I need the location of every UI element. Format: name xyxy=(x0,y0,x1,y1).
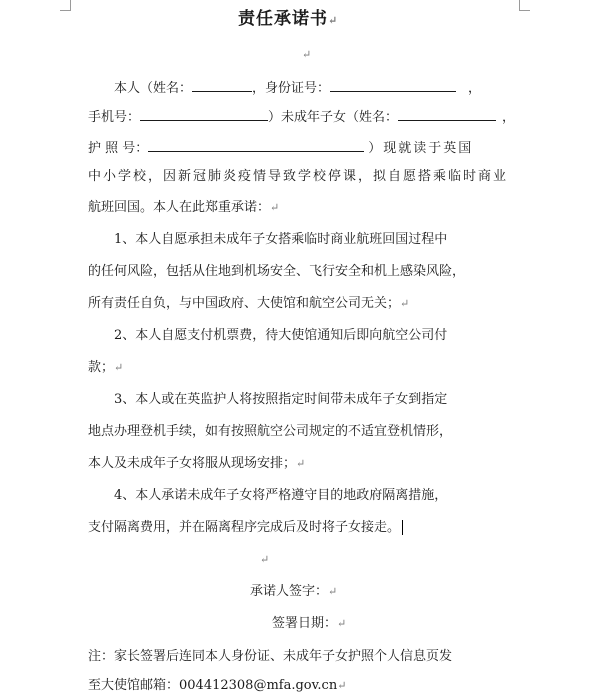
paragraph-mark: ↵ xyxy=(337,617,347,630)
line-passport: 护 照 号： ）现就读于英国 xyxy=(88,137,473,158)
paragraph-mark: ↵ xyxy=(270,201,280,214)
item-line: 2、本人自愿支付机票费，待大使馆通知后即向航空公司付 xyxy=(114,328,448,343)
paragraph-mark: ↵ xyxy=(328,585,338,598)
note-line: 至大使馆邮箱：004412308@mfa.gov.cn↵ xyxy=(88,678,347,693)
item-line: 款；↵ xyxy=(88,360,124,375)
body-line: 航班回国。本人在此郑重承诺：↵ xyxy=(88,200,280,215)
note-line: 注：家长签署后连同本人身份证、未成年子女护照个人信息页发 xyxy=(88,649,453,664)
paragraph-mark: ↵ xyxy=(337,679,347,692)
margin-corner-left xyxy=(60,0,71,11)
paragraph-mark: ↵ xyxy=(114,361,124,374)
passport-blank[interactable] xyxy=(148,137,364,152)
line-phone-child: 手机号： ）未成年子女（姓名： ， xyxy=(88,106,515,127)
margin-corner-right xyxy=(519,0,530,11)
paragraph-mark: ↵ xyxy=(400,297,410,310)
item-line: 3、本人或在英监护人将按照指定时间带未成年子女到指定 xyxy=(114,392,448,407)
item-line: 4、本人承诺未成年子女将严格遵守目的地政府隔离措施， xyxy=(114,488,448,503)
child-name-blank[interactable] xyxy=(398,106,496,121)
text-cursor xyxy=(402,520,403,535)
id-number-blank[interactable] xyxy=(330,77,456,92)
paragraph-mark: ↵ xyxy=(296,457,306,470)
phone-blank[interactable] xyxy=(140,106,268,121)
item-line: 地点办理登机手续，如有按照航空公司规定的不适宜登机情形， xyxy=(88,424,453,439)
item-line: 的任何风险，包括从住地到机场安全、飞行安全和机上感染风险， xyxy=(88,264,466,279)
paragraph-mark: ↵ xyxy=(302,48,312,61)
line-name-id: 本人（姓名： ，身份证号： ， xyxy=(114,77,481,98)
document-title: 责任承诺书↵ xyxy=(238,9,339,29)
signature-line: 承诺人签字：↵ xyxy=(250,584,338,599)
body-line: 中小学校，因新冠肺炎疫情导致学校停课，拟自愿搭乘临时商业 xyxy=(88,169,509,184)
item-line: 所有责任自负，与中国政府、大使馆和航空公司无关；↵ xyxy=(88,296,410,311)
item-line: 1、本人自愿承担未成年子女搭乘临时商业航班回国过程中 xyxy=(114,232,448,247)
name-blank[interactable] xyxy=(192,77,252,92)
paragraph-mark: ↵ xyxy=(328,14,339,27)
paragraph-mark: ↵ xyxy=(260,553,270,566)
item-line: 支付隔离费用，并在隔离程序完成后及时将子女接走。 xyxy=(88,519,403,537)
item-line: 本人及未成年子女将服从现场安排；↵ xyxy=(88,456,306,471)
date-line: 签署日期：↵ xyxy=(272,616,347,631)
